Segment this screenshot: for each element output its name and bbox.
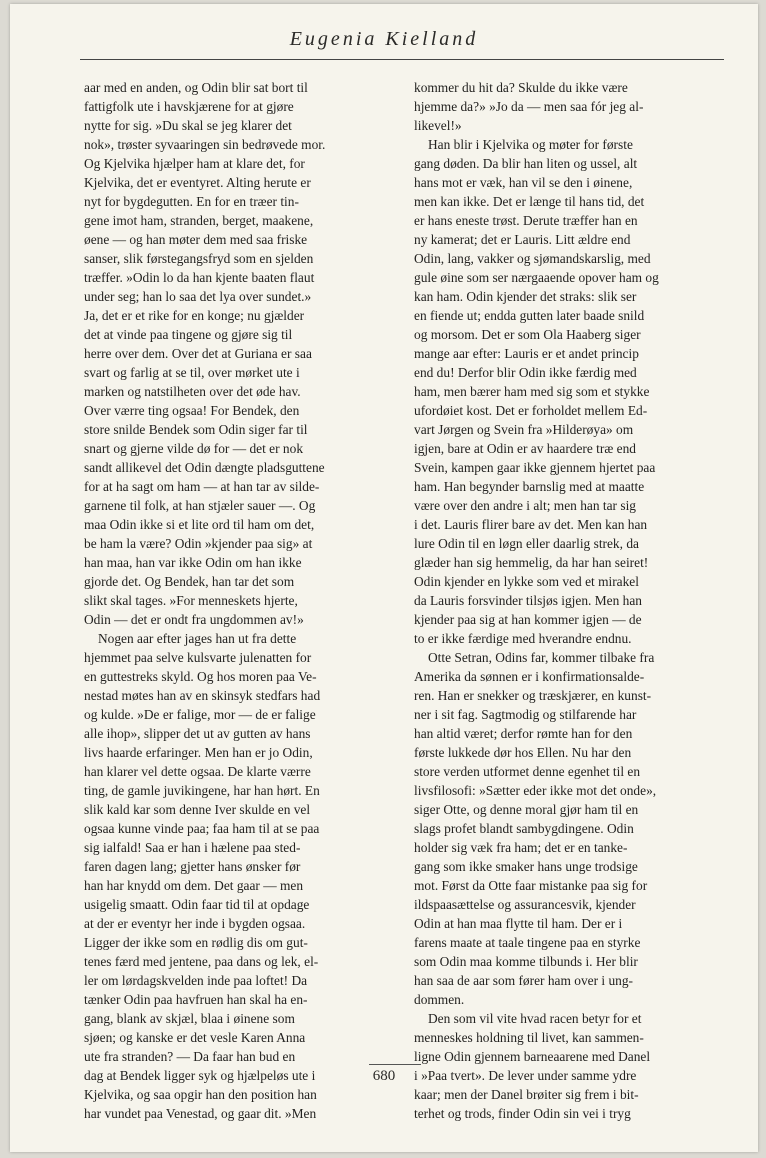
text-line: gjorde det. Og Bendek, han tar det som [84,574,295,589]
text-line: Otte Setran, Odins far, kommer tilbake fra [428,650,655,665]
text-line: en fiende ut; endda gutten later baade snild [414,308,645,323]
text-line: Den som vil vite hvad racen betyr for et [428,1011,642,1026]
text-line: livs haarde erfaringer. Men han er jo Odin, [84,745,313,760]
text-line: aar med en anden, og Odin blir sat bort til [84,80,308,95]
text-line: Nogen aar efter jages han ut fra dette [98,631,297,646]
text-line: to er ikke færdige med hverandre endnu. [414,631,632,646]
text-line: mange aar efter: Lauris er et andet princip [414,346,639,361]
text-line: Ligger der ikke som en rødlig dis om gut- [84,935,308,950]
text-line: slik kald kar som denne Iver skulde en vel [84,802,311,817]
page-number: 680 [372,1068,396,1084]
text-line: Kjelvika, og saa opgir han den position han [84,1087,317,1102]
text-line: garnene til folk, at han stjæler sauer —. Og [84,498,316,513]
text-line: gene imot ham, stranden, berget, maakene, [84,213,314,228]
text-line: faren dagen lang; gjetter hans ønsker før [84,859,301,874]
text-line: fattigfolk ute i havskjærene for at gjøre [84,99,294,114]
text-line: at der er eventyr her inde i bygden ogsaa. [84,916,306,931]
text-line: livsfilosofi: »Sætter eder ikke mot det onde», [414,783,657,798]
text-line: Ja, det er et rike for en konge; nu gjælder [84,308,305,323]
folio-rule [369,1064,421,1065]
text-line: ham. Han begynder barnslig med at maatte [414,479,645,494]
text-line: dag at Bendek ligger syk og hjælpeløs ute i [84,1068,316,1083]
text-line: han saa de aar som fører ham over i ung- [414,973,633,988]
text-line: han altid været; derfor rømte han for den [414,726,633,741]
running-header: Eugenia Kielland [289,28,479,50]
text-line: igjen, bare at Odin er av haardere træ end [414,441,636,456]
text-line: gule øine som ser nærgaaende opover ham og [414,270,659,285]
text-line: Over værre ting ogsaa! For Bendek, den [84,403,300,418]
text-line: under seg; han lo saa det lya over sundet.» [84,289,312,304]
text-line: maa Odin ikke si et lite ord til ham om det, [84,517,315,532]
text-line: terhet og trods, finder Odin sin vei i tryg [414,1106,631,1121]
text-line: for at ha sagt om ham — at han tar av silde- [84,479,320,494]
text-line: dommen. [414,992,465,1007]
right-column [414,78,728,1121]
text-line: da Lauris forsvinder tilsjøs igjen. Men han [414,593,642,608]
text-line: menneskes holdning til livet, kan sammen- [414,1030,644,1045]
text-line: han har knydd om dem. Det gaar — men [84,878,304,893]
text-line: Svein, kampen gaar ikke gjennem hjertet paa [414,460,656,475]
text-line: ting, de gamle juvikingene, har han hørt. En [84,783,320,798]
text-line: Han blir i Kjelvika og møter for første [428,137,633,152]
header-rule [80,59,724,60]
text-line: vart Jørgen og Svein fra »Hilderøya» om [414,422,634,437]
text-line: Amerika da sønnen er i konfirmationsalde- [414,669,645,684]
text-line: det at vinde paa tingene og gjøre sig til [84,327,293,342]
text-line: første lukkede dør hos Ellen. Nu har den [414,745,632,760]
text-line: tenes færd med jentene, paa dans og lek, el- [84,954,319,969]
text-line: ny kamerat; det er Lauris. Litt ældre end [414,232,631,247]
text-line: i det. Lauris flirer bare av det. Men kan han [414,517,648,532]
text-line: Odin kjender en lykke som ved et mirakel [414,574,639,589]
text-line: lure Odin til en løgn eller daarlig strek, da [414,536,639,551]
text-line: ler om lørdagskvelden inde paa loftet! Da [84,973,308,988]
text-line: gang døden. Da blir han liten og ussel, alt [414,156,638,171]
text-line: men kan ikke. Det er længe til hans tid, det [414,194,645,209]
text-line: Odin — det er ondt fra ungdommen av!» [84,612,304,627]
text-line: glæder han sig hemmelig, da har han seiret! [414,555,649,570]
text-line: ligne Odin gjennem barneaarene med Danel [414,1049,651,1064]
text-line: gang, blank av skjæl, blaa i øinene som [84,1011,295,1026]
text-line: og kulde. »De er falige, mor — de er falige [84,707,316,722]
text-line: tænker Odin paa havfruen han skal ha en- [84,992,308,1007]
text-line: usigelig smaatt. Odin faar tid til at opdage [84,897,310,912]
text-line: ner i sit fag. Sagtmodig og stilfarende har [414,707,637,722]
text-line: marken og natstilheten over det øde hav. [84,384,301,399]
text-line: slags profet blandt sambygdingene. Odin [414,821,634,836]
text-line: hans mot er væk, han vil se den i øinene, [414,175,633,190]
text-line: en guttestreks skyld. Og hos moren paa Ve- [84,669,317,684]
text-line: som Odin maa komme tilbunds i. Her blir [414,954,638,969]
text-line: sandt allikevel det Odin dængte pladsguttene [84,460,325,475]
text-line: gang som ikke smaker hans unge trodsige [414,859,638,874]
text-line: sjøen; og kanske er det vesle Karen Anna [84,1030,306,1045]
text-line: og morsom. Det er som Ola Haaberg siger [414,327,641,342]
text-line: sig ialfald! Saa er han i hælene paa sted- [84,840,301,855]
text-line: hjemme da?» »Jo da — men saa fór jeg al- [414,99,644,114]
text-line: han maa, han var ikke Odin om han ikke [84,555,302,570]
text-line: likevel!» [414,118,462,133]
text-line: i »Paa tvert». De lever under samme ydre [414,1068,637,1083]
text-line: er hans eneste trøst. Derute træffer han en [414,213,638,228]
text-line: end du! Derfor blir Odin ikke færdig med [414,365,637,380]
text-line: hjemmet paa selve kulsvarte julenatten for [84,650,312,665]
text-line: slikt skal tages. »For menneskets hjerte, [84,593,298,608]
text-line: nyt for bygdegutten. En for en træer tin- [84,194,299,209]
text-line: snart og gjerne vilde dø for — det er nok [84,441,304,456]
text-line: han klarer vel dette ogsaa. De klarte værre [84,764,311,779]
text-line: ildspaasættelse og assurancesvik, kjender [414,897,636,912]
text-line: være over den andre i alt; men han tar sig [414,498,636,513]
text-line: mot. Først da Otte faar mistanke paa sig for [414,878,648,893]
text-line: kjender paa sig at han kommer igjen — de [414,612,642,627]
text-line: Odin, lang, vakker og sjømandskarslig, med [414,251,651,266]
text-line: har vundet paa Venestad, og gaar dit. »Men [84,1106,317,1121]
text-line: farens maate at taale tingene paa en styrke [414,935,641,950]
text-line: nok», trøster syvaaringen sin bedrøvede mor. [84,137,326,152]
text-line: alle ihop», slipper det ut av gutten av hans [84,726,311,741]
text-line: store verden utformet denne egenhet til en [414,764,641,779]
text-line: kommer du hit da? Skulde du ikke være [414,80,628,95]
page [10,4,758,1152]
text-line: ogsaa kunne vinde paa; faa ham til at se paa [84,821,320,836]
text-line: Og Kjelvika hjælper ham at klare det, for [84,156,305,171]
text-line: nytte for sig. »Du skal se jeg klarer det [84,118,292,133]
text-line: kan ham. Odin kjender det straks: slik ser [414,289,637,304]
left-column [84,78,398,1121]
text-line: nestad møtes han av en skinsyk stedfars had [84,688,321,703]
text-line: svart og farlig at se til, over mørket ute i [84,365,300,380]
text-line: ufordøiet kost. Det er forholdet mellem Ed- [414,403,648,418]
text-line: siger Otte, og denne moral gjør ham til en [414,802,639,817]
text-line: kaar; men der Danel brøiter sig frem i bit- [414,1087,639,1102]
text-line: sanser, slik førstegangsfryd som en sjelden [84,251,314,266]
text-line: ute fra stranden? — Da faar han bud en [84,1049,296,1064]
text-line: øene — og han møter dem med saa friske [84,232,308,247]
text-line: ren. Han er snekker og træskjærer, en kunst- [414,688,652,703]
text-line: be ham la være? Odin »kjender paa sig» at [84,536,313,551]
text-line: store snilde Bendek som Odin siger far til [84,422,308,437]
text-line: Odin at han maa flytte til ham. Der er i [414,916,623,931]
text-line: herre over dem. Over det at Guriana er saa [84,346,312,361]
text-line: Kjelvika, det er eventyret. Alting herute er [84,175,311,190]
text-line: træffer. »Odin lo da han kjente baaten flaut [84,270,315,285]
text-line: holder sig væk fra ham; det er en tanke- [414,840,628,855]
text-line: ham, men bærer ham med sig som et stykke [414,384,650,399]
